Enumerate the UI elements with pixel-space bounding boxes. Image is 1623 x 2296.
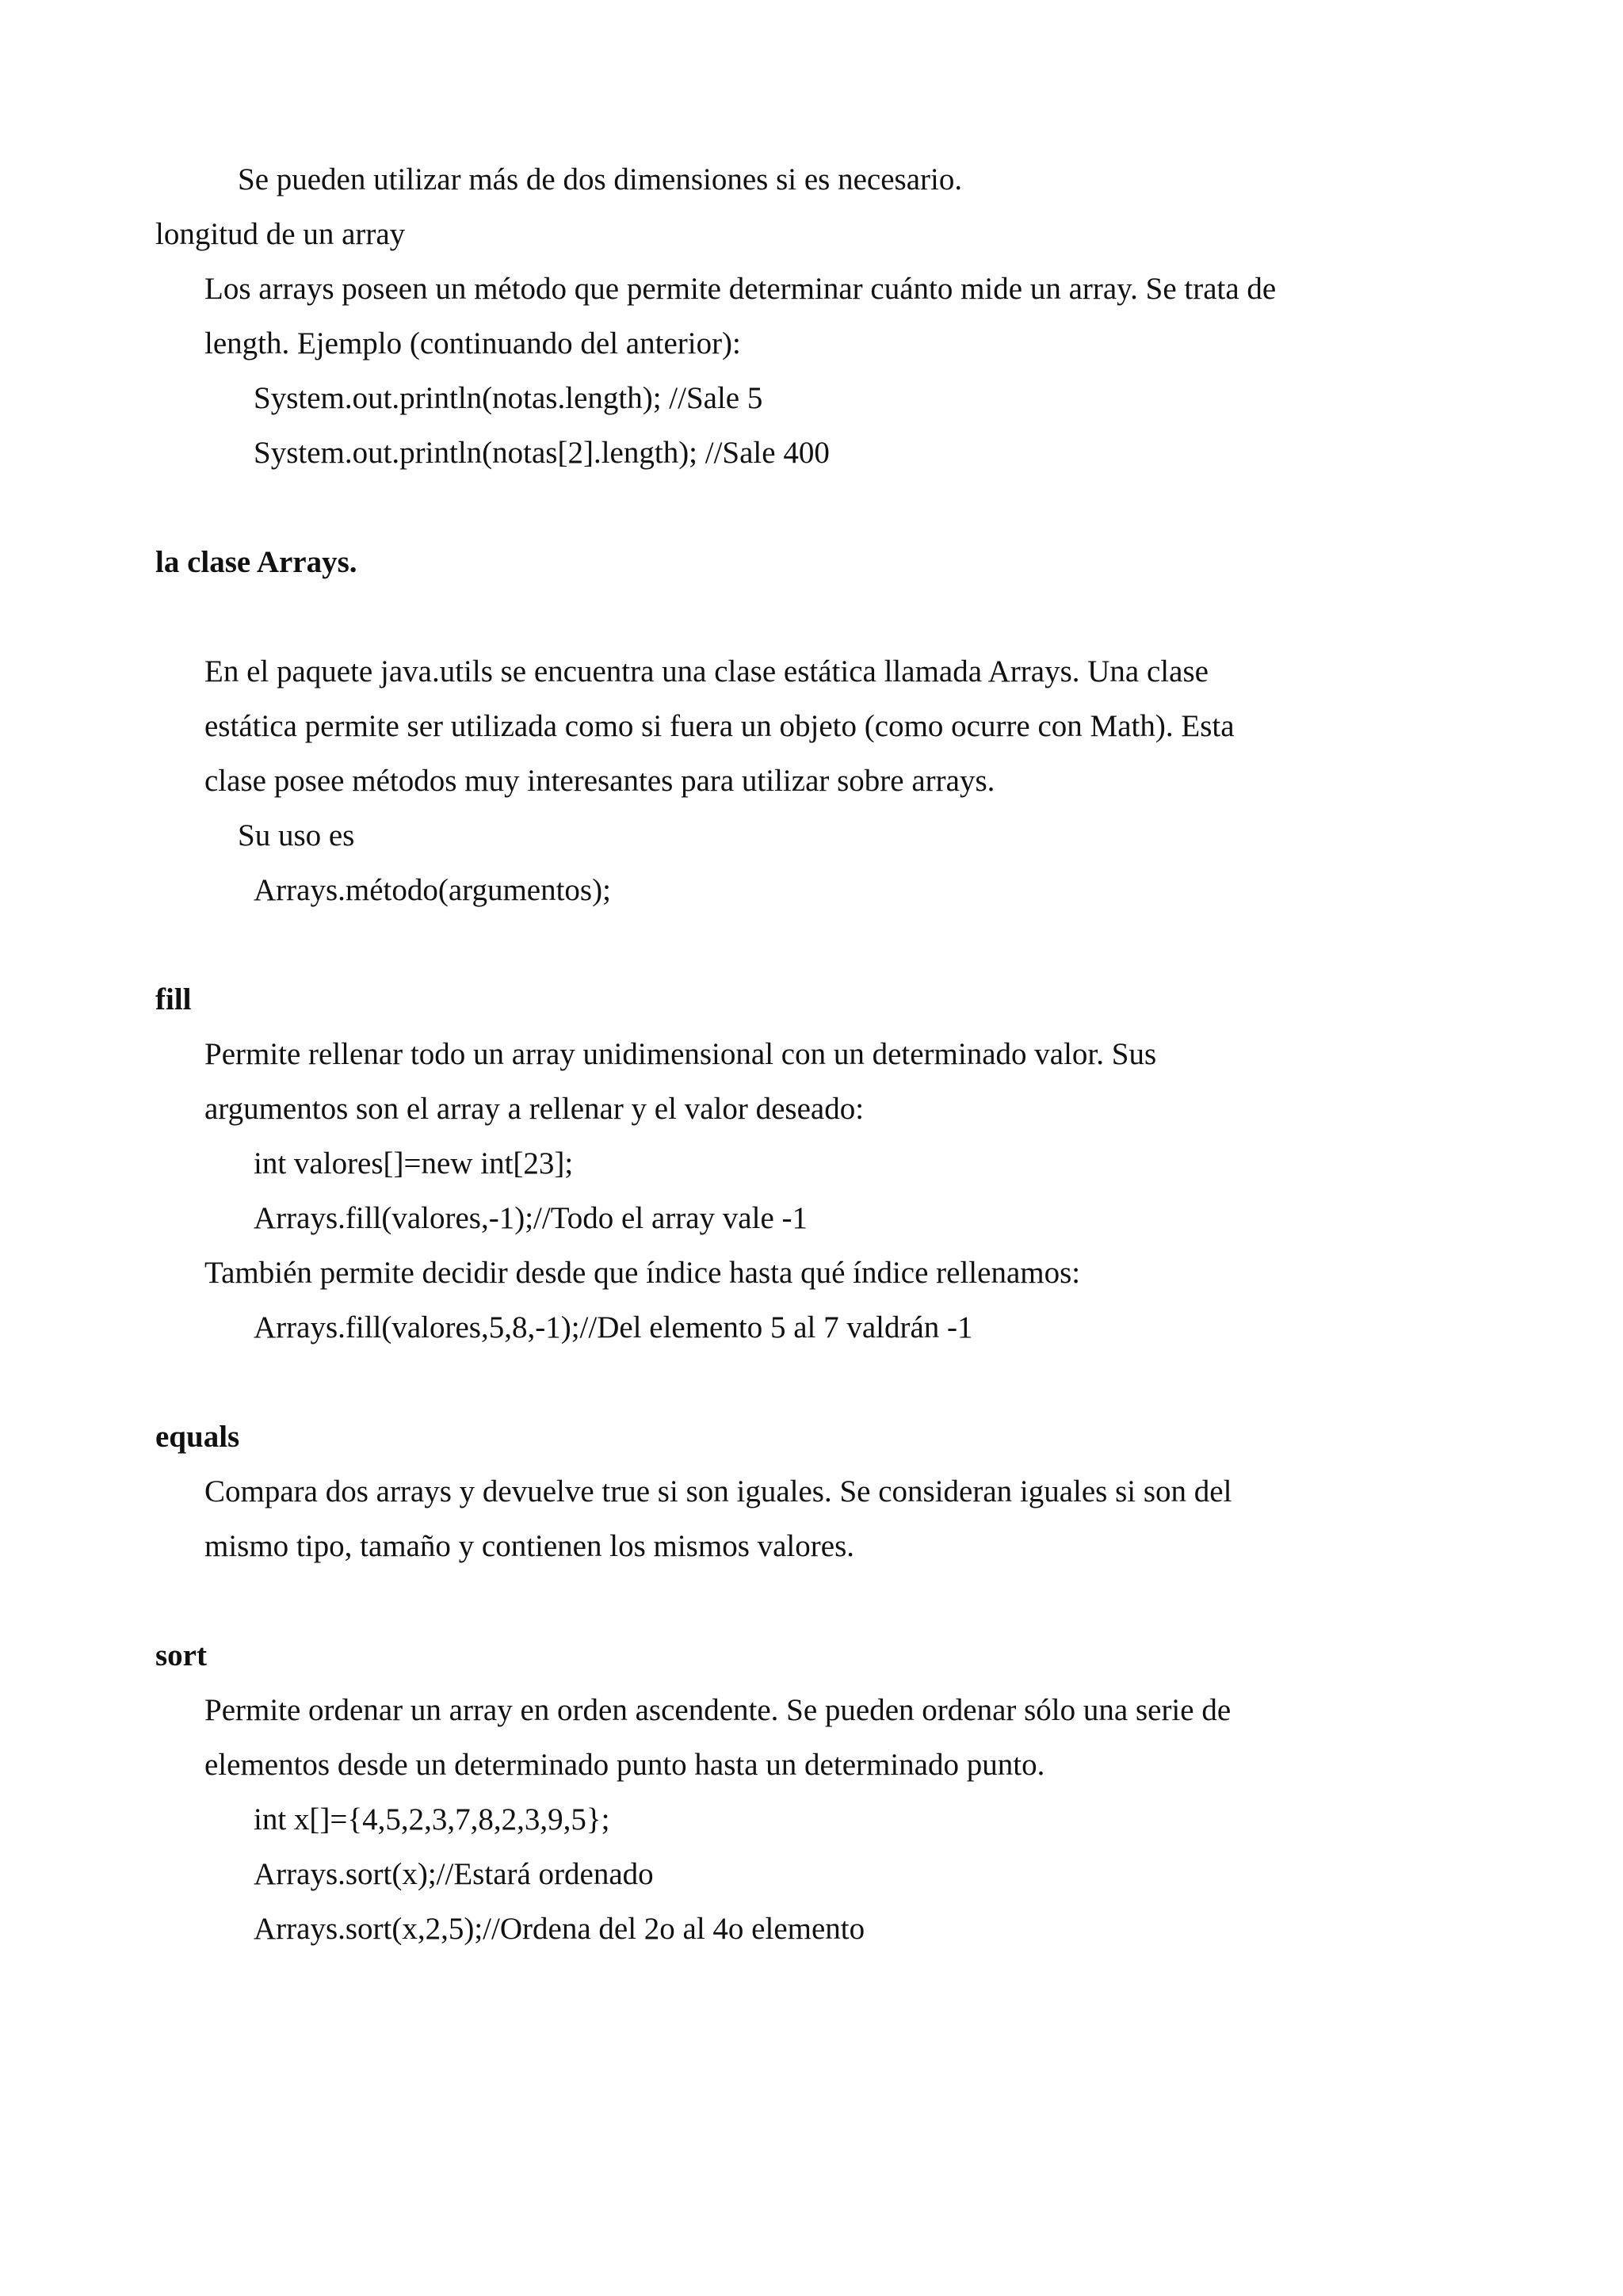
usage-line: Su uso es	[238, 818, 355, 852]
paragraph-line: clase posee métodos muy interesantes para utilizar sobre arrays.	[204, 764, 995, 798]
paragraph-line: Los arrays poseen un método que permite determinar cuánto mide un array. Se trata de	[204, 272, 1277, 306]
code-line: Arrays.método(argumentos);	[254, 873, 611, 907]
section-heading-longitud: longitud de un array	[155, 217, 406, 251]
paragraph-line: Permite rellenar todo un array unidimensional con un determinado valor. Sus	[204, 1037, 1157, 1071]
paragraph-line: length. Ejemplo (continuando del anterior):	[204, 326, 741, 360]
paragraph-line: Permite ordenar un array en orden ascendente. Se pueden ordenar sólo una serie de	[204, 1693, 1232, 1727]
code-line: System.out.println(notas.length); //Sale 5	[254, 381, 763, 415]
section-heading-clase-arrays: la clase Arrays.	[155, 545, 357, 579]
paragraph-line: Compara dos arrays y devuelve true si son iguales. Se consideran iguales si son del	[204, 1474, 1232, 1508]
dimensions-note: Se pueden utilizar más de dos dimensiones si es necesario.	[238, 162, 963, 196]
paragraph-line: argumentos son el array a rellenar y el valor deseado:	[204, 1092, 865, 1126]
section-heading-fill: fill	[155, 982, 192, 1016]
code-line: int valores[]=new int[23];	[254, 1146, 574, 1180]
paragraph-line: También permite decidir desde que índice hasta qué índice rellenamos:	[204, 1256, 1081, 1290]
paragraph-line: estática permite ser utilizada como si fuera un objeto (como ocurre con Math). Esta	[204, 709, 1235, 743]
code-line: Arrays.sort(x);//Estará ordenado	[254, 1857, 654, 1891]
paragraph-line: En el paquete java.utils se encuentra una clase estática llamada Arrays. Una clase	[204, 654, 1209, 688]
paragraph-line: mismo tipo, tamaño y contienen los mismos valores.	[204, 1529, 854, 1563]
code-line: int x[]={4,5,2,3,7,8,2,3,9,5};	[254, 1802, 610, 1836]
code-line: Arrays.fill(valores,-1);//Todo el array vale -1	[254, 1201, 808, 1235]
code-line: Arrays.fill(valores,5,8,-1);//Del elemento 5 al 7 valdrán -1	[254, 1310, 973, 1344]
section-heading-sort: sort	[155, 1638, 207, 1672]
section-heading-equals: equals	[155, 1420, 240, 1454]
paragraph-line: elementos desde un determinado punto hasta un determinado punto.	[204, 1748, 1045, 1782]
code-line: Arrays.sort(x,2,5);//Ordena del 2o al 4o elemento	[254, 1912, 865, 1946]
code-line: System.out.println(notas[2].length); //Sale 400	[254, 436, 830, 470]
